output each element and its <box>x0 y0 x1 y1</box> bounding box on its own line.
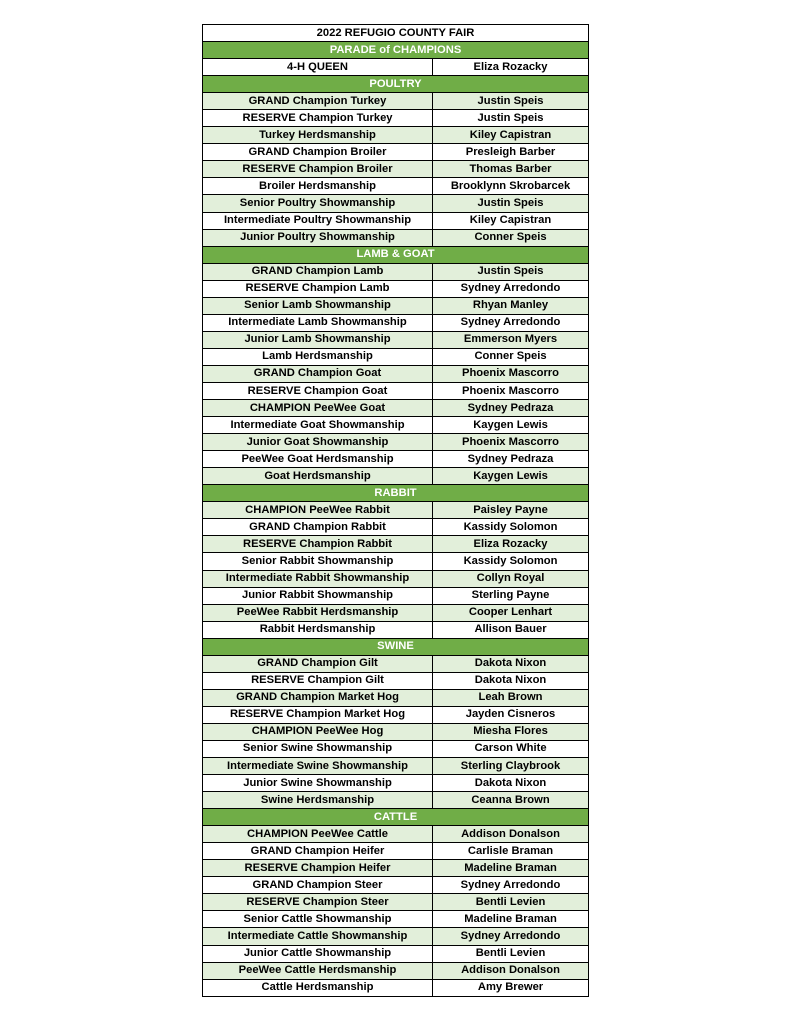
award-name: Intermediate Poultry Showmanship <box>203 212 433 229</box>
winner-name: Eliza Rozacky <box>433 536 589 553</box>
award-name: GRAND Champion Turkey <box>203 93 433 110</box>
winner-name: Kassidy Solomon <box>433 519 589 536</box>
award-name: CHAMPION PeeWee Hog <box>203 723 433 740</box>
winner-name: Collyn Royal <box>433 570 589 587</box>
winner-name: Thomas Barber <box>433 161 589 178</box>
award-name: RESERVE Champion Lamb <box>203 280 433 297</box>
award-name: Intermediate Swine Showmanship <box>203 758 433 775</box>
winner-name: Madeline Braman <box>433 860 589 877</box>
award-name: GRAND Champion Lamb <box>203 263 433 280</box>
winner-name: Justin Speis <box>433 195 589 212</box>
award-name: Swine Herdsmanship <box>203 792 433 809</box>
award-name: RESERVE Champion Broiler <box>203 161 433 178</box>
table-row <box>203 928 589 945</box>
winner-name: Sydney Arredondo <box>433 877 589 894</box>
table-row <box>203 894 589 911</box>
winner-name: Jayden Cisneros <box>433 706 589 723</box>
table-row <box>203 740 589 757</box>
table-row <box>203 911 589 928</box>
award-name: RESERVE Champion Steer <box>203 894 433 911</box>
winner-name: Sterling Payne <box>433 587 589 604</box>
winner-name: Phoenix Mascorro <box>433 382 589 399</box>
table-row <box>203 979 589 996</box>
table-row <box>203 877 589 894</box>
table-row <box>203 587 589 604</box>
winner-name: Amy Brewer <box>433 979 589 996</box>
award-name: Junior Cattle Showmanship <box>203 945 433 962</box>
winner-name: Brooklynn Skrobarcek <box>433 178 589 195</box>
winner-name: Eliza Rozacky <box>433 59 589 76</box>
award-name: GRAND Champion Market Hog <box>203 689 433 706</box>
award-name: CHAMPION PeeWee Goat <box>203 400 433 417</box>
table-row <box>203 365 589 382</box>
winner-name: Madeline Braman <box>433 911 589 928</box>
winner-name: Emmerson Myers <box>433 331 589 348</box>
results-table <box>202 24 589 997</box>
winner-name: Sydney Arredondo <box>433 928 589 945</box>
table-row <box>203 553 589 570</box>
award-name: Intermediate Rabbit Showmanship <box>203 570 433 587</box>
winner-name: Justin Speis <box>433 93 589 110</box>
winner-name: Sydney Pedraza <box>433 400 589 417</box>
award-name: RESERVE Champion Gilt <box>203 672 433 689</box>
award-name: Cattle Herdsmanship <box>203 979 433 996</box>
award-name: GRAND Champion Goat <box>203 365 433 382</box>
page-title: 2022 REFUGIO COUNTY FAIR <box>203 25 589 42</box>
table-row <box>203 400 589 417</box>
winner-name: Carson White <box>433 740 589 757</box>
award-name: Senior Swine Showmanship <box>203 740 433 757</box>
award-name: Intermediate Lamb Showmanship <box>203 314 433 331</box>
table-row <box>203 860 589 877</box>
winner-name: Phoenix Mascorro <box>433 434 589 451</box>
table-row <box>203 297 589 314</box>
award-name: Junior Goat Showmanship <box>203 434 433 451</box>
table-row <box>203 229 589 246</box>
table-row <box>203 263 589 280</box>
award-name: Rabbit Herdsmanship <box>203 621 433 638</box>
table-row <box>203 93 589 110</box>
winner-name: Sterling Claybrook <box>433 758 589 775</box>
table-row <box>203 331 589 348</box>
award-name: CHAMPION PeeWee Rabbit <box>203 502 433 519</box>
table-row <box>203 417 589 434</box>
winner-name: Rhyan Manley <box>433 297 589 314</box>
award-name: Senior Lamb Showmanship <box>203 297 433 314</box>
award-name: PeeWee Cattle Herdsmanship <box>203 962 433 979</box>
table-row <box>203 451 589 468</box>
winner-name: Phoenix Mascorro <box>433 365 589 382</box>
winner-name: Kiley Capistran <box>433 127 589 144</box>
winner-name: Justin Speis <box>433 110 589 127</box>
winner-name: Conner Speis <box>433 348 589 365</box>
award-name: RESERVE Champion Market Hog <box>203 706 433 723</box>
section-header <box>203 246 589 263</box>
award-name: Intermediate Cattle Showmanship <box>203 928 433 945</box>
winner-name: Kaygen Lewis <box>433 417 589 434</box>
award-name: GRAND Champion Gilt <box>203 655 433 672</box>
winner-name: Sydney Arredondo <box>433 280 589 297</box>
award-name: Junior Rabbit Showmanship <box>203 587 433 604</box>
award-name: PeeWee Goat Herdsmanship <box>203 451 433 468</box>
winner-name: Carlisle Braman <box>433 843 589 860</box>
winner-name: Allison Bauer <box>433 621 589 638</box>
winner-name: Kaygen Lewis <box>433 468 589 485</box>
award-name: Junior Poultry Showmanship <box>203 229 433 246</box>
table-row <box>203 945 589 962</box>
award-name: GRAND Champion Heifer <box>203 843 433 860</box>
table-row <box>203 672 589 689</box>
winner-name: Dakota Nixon <box>433 655 589 672</box>
award-name: Junior Swine Showmanship <box>203 775 433 792</box>
table-row <box>203 843 589 860</box>
award-name: RESERVE Champion Heifer <box>203 860 433 877</box>
title-row <box>203 25 589 42</box>
winner-name: Bentli Levien <box>433 945 589 962</box>
table-row <box>203 280 589 297</box>
award-name: Turkey Herdsmanship <box>203 127 433 144</box>
award-name: GRAND Champion Rabbit <box>203 519 433 536</box>
winner-name: Bentli Levien <box>433 894 589 911</box>
award-name: RESERVE Champion Goat <box>203 382 433 399</box>
winner-name: Miesha Flores <box>433 723 589 740</box>
table-row <box>203 570 589 587</box>
winner-name: Dakota Nixon <box>433 672 589 689</box>
table-row <box>203 621 589 638</box>
section-title: LAMB & GOAT <box>203 246 589 263</box>
winner-name: Presleigh Barber <box>433 144 589 161</box>
table-row <box>203 110 589 127</box>
award-name: GRAND Champion Steer <box>203 877 433 894</box>
table-row <box>203 212 589 229</box>
table-row <box>203 178 589 195</box>
award-name: Senior Poultry Showmanship <box>203 195 433 212</box>
award-name: Junior Lamb Showmanship <box>203 331 433 348</box>
award-name: 4-H QUEEN <box>203 59 433 76</box>
section-header <box>203 485 589 502</box>
table-row <box>203 348 589 365</box>
award-name: PeeWee Rabbit Herdsmanship <box>203 604 433 621</box>
winner-name: Addison Donalson <box>433 962 589 979</box>
winner-name: Dakota Nixon <box>433 775 589 792</box>
section-header <box>203 638 589 655</box>
table-row <box>203 434 589 451</box>
award-name: Senior Cattle Showmanship <box>203 911 433 928</box>
table-row <box>203 826 589 843</box>
table-row <box>203 689 589 706</box>
winner-name: Cooper Lenhart <box>433 604 589 621</box>
award-name: Broiler Herdsmanship <box>203 178 433 195</box>
table-row <box>203 655 589 672</box>
table-row <box>203 758 589 775</box>
winner-name: Kassidy Solomon <box>433 553 589 570</box>
section-title: SWINE <box>203 638 589 655</box>
table-row <box>203 792 589 809</box>
winner-name: Sydney Arredondo <box>433 314 589 331</box>
table-row <box>203 314 589 331</box>
table-row <box>203 195 589 212</box>
winner-name: Paisley Payne <box>433 502 589 519</box>
winner-name: Addison Donalson <box>433 826 589 843</box>
award-name: CHAMPION PeeWee Cattle <box>203 826 433 843</box>
table-row <box>203 468 589 485</box>
winner-name: Kiley Capistran <box>433 212 589 229</box>
award-name: RESERVE Champion Turkey <box>203 110 433 127</box>
section-title: CATTLE <box>203 809 589 826</box>
table-row <box>203 519 589 536</box>
results-table-body <box>203 25 589 997</box>
award-name: GRAND Champion Broiler <box>203 144 433 161</box>
table-row <box>203 59 589 76</box>
table-row <box>203 962 589 979</box>
table-row <box>203 161 589 178</box>
award-name: Goat Herdsmanship <box>203 468 433 485</box>
winner-name: Ceanna Brown <box>433 792 589 809</box>
table-row <box>203 127 589 144</box>
table-row <box>203 723 589 740</box>
table-row <box>203 604 589 621</box>
winner-name: Sydney Pedraza <box>433 451 589 468</box>
section-header <box>203 809 589 826</box>
section-title: RABBIT <box>203 485 589 502</box>
section-title: PARADE of CHAMPIONS <box>203 42 589 59</box>
table-row <box>203 775 589 792</box>
award-name: Senior Rabbit Showmanship <box>203 553 433 570</box>
table-row <box>203 144 589 161</box>
section-header <box>203 42 589 59</box>
table-row <box>203 706 589 723</box>
section-header <box>203 76 589 93</box>
winner-name: Leah Brown <box>433 689 589 706</box>
table-row <box>203 502 589 519</box>
winner-name: Conner Speis <box>433 229 589 246</box>
table-row <box>203 536 589 553</box>
section-title: POULTRY <box>203 76 589 93</box>
winner-name: Justin Speis <box>433 263 589 280</box>
award-name: RESERVE Champion Rabbit <box>203 536 433 553</box>
table-row <box>203 382 589 399</box>
award-name: Lamb Herdsmanship <box>203 348 433 365</box>
award-name: Intermediate Goat Showmanship <box>203 417 433 434</box>
